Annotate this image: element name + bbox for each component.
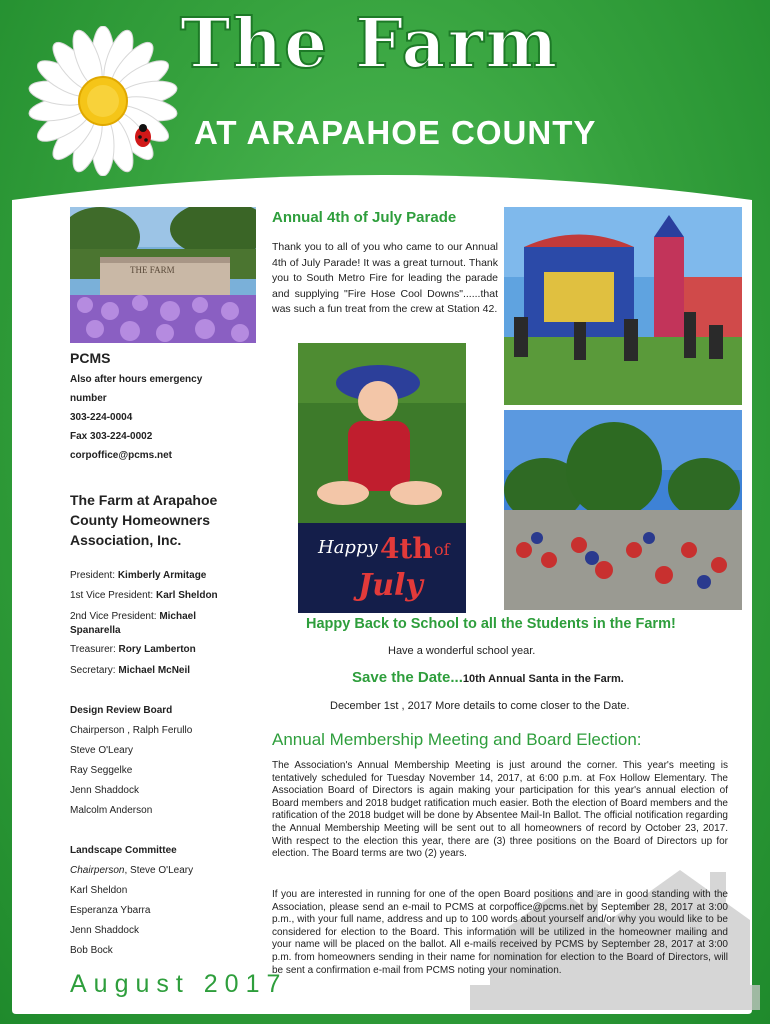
- landscape-member: Esperanza Ybarra: [70, 905, 151, 916]
- baby-overlay-4th: 4th: [380, 532, 433, 565]
- farm-sign-photo: [70, 207, 256, 343]
- design-review-member: Malcolm Anderson: [70, 805, 153, 816]
- design-review-member: Steve O'Leary: [70, 745, 134, 756]
- sign-text: THE FARM: [130, 265, 175, 275]
- parade-heading: Annual 4th of July Parade: [272, 209, 457, 226]
- masthead-title: The Farm: [180, 4, 560, 84]
- design-review-heading: Design Review Board: [70, 705, 173, 716]
- officer-second-vp: 2nd Vice President: Michael Spanarella: [70, 611, 197, 636]
- pcms-phone: 303-224-0004: [70, 412, 133, 423]
- meeting-paragraph-2: If you are interested in running for one of the open Board positions and are in good standing with the Association, please send an e-mail to PCMS at corpoffice@pcms.net by September 28, 2017 at 3:00 p.m., with your full name, address and up to 100 words about yourself and/or why you would like to be considered for election to the Board. This information will be utilized in the homeowner mailing and your name will be placed on the ballot. All e-mails received by PCMS by September 28, 2017 at 3:00 p.m. from homeowners sending in their name for nomination for election to the Board of Directors, will be sent a confirmation e-mail from PCMS noting your nomination.: [272, 889, 728, 976]
- hoa-heading: The Farm at Arapahoe County Homeowners Association, Inc.: [70, 492, 218, 548]
- landscape-heading: Landscape Committee: [70, 845, 177, 856]
- pcms-heading: PCMS: [70, 350, 111, 366]
- officer-president: President: Kimberly Armitage: [70, 570, 207, 581]
- kids-bike-parade-photo: [504, 410, 742, 610]
- baby-overlay-july: July: [358, 568, 423, 603]
- meeting-paragraph-1: The Association's Annual Membership Meeting is just around the corner. This year's meeting is tentatively scheduled for Tuesday November 14, 2017, at 6:00 p.m. at Fox Hollow Elementary. The Association Board of Directors is again making your participation for this year's annual election of Board members and 2018 budget ratification much easier. Both the election of Board members and the ratification of the 2018 budget will be done by Absentee Mail-In Ballot. The official notification regarding the Annual Membership Meeting will be sent out to all homeowners of record by October 23, 2017. With respect to the election this year, there are (3) three positions on the Board of Directors up for election. The Board terms are two (2) years.: [272, 760, 728, 860]
- landscape-member: Jenn Shaddock: [70, 925, 139, 936]
- parade-body: Thank you to all of you who came to our Annual 4th of July Parade! It was a great turnout. Thank you to South Metro Fire for leading the parade and supplying "Fire Hose Cool Downs"......that was such a fun treat from the crew at Station 42.: [272, 241, 498, 315]
- pcms-emergency-line2: number: [70, 393, 107, 404]
- baby-fourth-of-july-photo: [298, 343, 466, 613]
- meeting-heading: Annual Membership Meeting and Board Election:: [272, 730, 642, 749]
- officer-treasurer: Treasurer: Rory Lamberton: [70, 644, 196, 655]
- baby-overlay-happy: Happy: [318, 537, 378, 558]
- bounce-house-photo: [504, 207, 742, 405]
- issue-date: August 2017: [70, 970, 288, 998]
- school-body: Have a wonderful school year.: [388, 645, 536, 657]
- santa-body: December 1st , 2017 More details to come closer to the Date.: [330, 700, 630, 712]
- landscape-member: Bob Bock: [70, 945, 113, 956]
- design-review-member: Chairperson , Ralph Ferullo: [70, 725, 193, 736]
- pcms-fax: Fax 303-224-0002: [70, 431, 153, 442]
- school-heading: Happy Back to School to all the Students in the Farm!: [306, 616, 676, 632]
- officer-secretary: Secretary: Michael McNeil: [70, 665, 191, 676]
- masthead-subtitle: AT ARAPAHOE COUNTY: [194, 114, 597, 151]
- baby-overlay-of: of: [434, 540, 450, 559]
- officer-first-vp: 1st Vice President: Karl Sheldon: [70, 590, 218, 601]
- daisy-logo-icon: [28, 26, 178, 176]
- design-review-member: Ray Seggelke: [70, 765, 133, 776]
- pcms-emergency-line1: Also after hours emergency: [70, 374, 203, 385]
- santa-heading: Save the Date...10th Annual Santa in the Farm.: [352, 669, 624, 686]
- landscape-member: Karl Sheldon: [70, 885, 128, 896]
- landscape-chair: Chairperson, Steve O'Leary: [70, 865, 194, 876]
- left-column: [70, 350, 288, 998]
- pcms-email: corpoffice@pcms.net: [70, 450, 172, 461]
- design-review-member: Jenn Shaddock: [70, 785, 139, 796]
